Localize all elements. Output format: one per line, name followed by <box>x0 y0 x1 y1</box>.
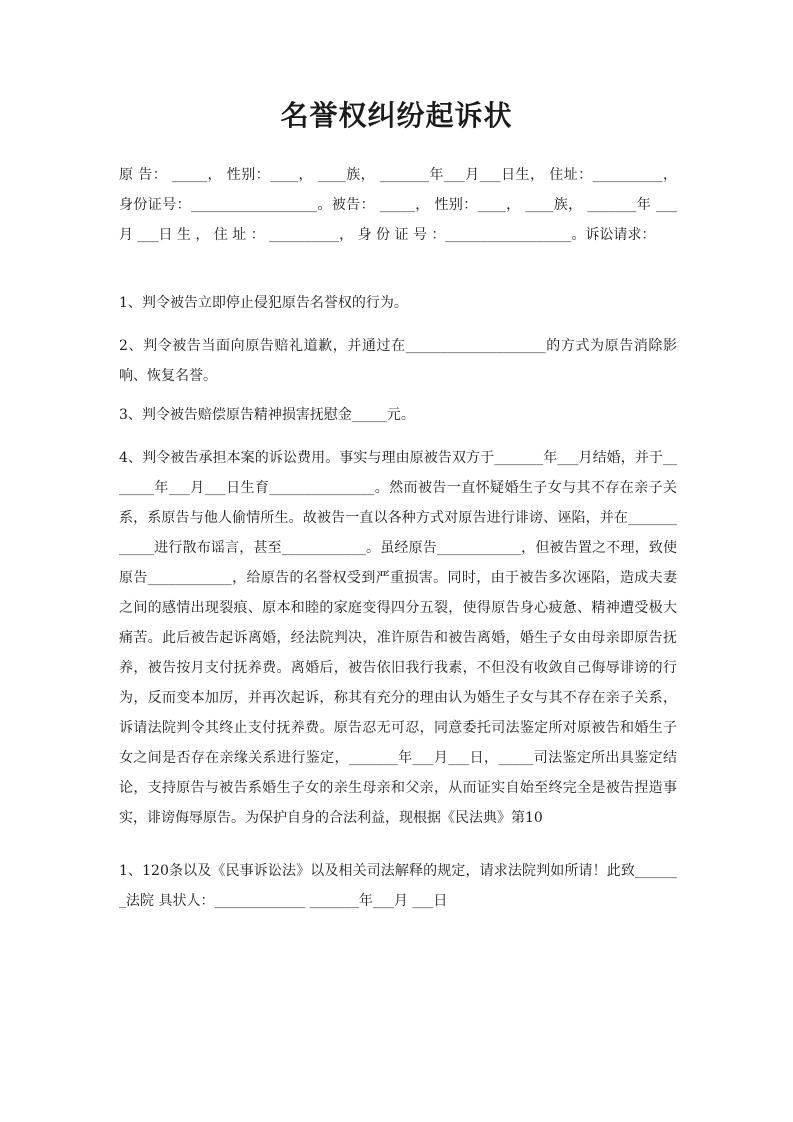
parties-paragraph: 原 告： _____， 性别：____， ____族， _______年___月___日生， 住址：__________， 身份证号：__________________。被告： _____， 性别：____， ____族， _______年 ___月 ___日 生 ， 住 址 ： __________， 身 份 证 号 ：__________________。诉讼请求： <box>119 167 677 243</box>
request-item-1: 1、判令被告立即停止侵犯原告名誉权的行为。 <box>119 295 408 311</box>
request-item-2: 2、判令被告当面向原告赔礼道歉，并通过在____________________的方式为原告消除影响、恢复名誉。 <box>119 338 677 384</box>
document-title: 名誉权纠纷起诉状 <box>280 99 513 132</box>
request-item-4-facts: 4、判令被告承担本案的诉讼费用。事实与理由原被告双方于_______年___月结婚，并于_______年___月___日生育_______________。然而被告一直怀疑婚生子女与其不存在亲子关系，系原告与他人偷情所生。故被告一直以各种方式对原告进行诽谤、诬陷，并在____________进行散布谣言，甚至____________。虽经原告____________，但被告置之不理，致使原告____________，给原告的名誉权受到严重损害。同时，由于被告多次诬陷，造成夫妻之间的感情出现裂痕、原本和睦的家庭变得四分五裂，使得原告身心疲惫、精神遭受极大痛苦。此后被告起诉离婚，经法院判决，准许原告和被告离婚，婚生子女由母亲即原告抚养，被告按月支付抚养费。离婚后，被告依旧我行我素，不但没有收敛自己侮辱诽谤的行为，反而变本加厉，并再次起诉，称其有充分的理由认为婚生子女与其不存在亲子关系，诉请法院判令其终止支付抚养费。原告忍无可忍，同意委托司法鉴定所对原被告和婚生子女之间是否存在亲缘关系进行鉴定，_______年___月___日，_____司法鉴定所出具鉴定结论，支持原告与被告系婚生子女的亲生母亲和父亲，从而证实自始至终完全是被告捏造事实，诽谤侮辱原告。为保护自身的合法利益，现根据《民法典》第10 <box>119 450 677 826</box>
request-item-3: 3、判令被告赔偿原告精神损害抚慰金_____元。 <box>119 407 415 423</box>
closing-paragraph: 1、120条以及《民事诉讼法》以及相关司法解释的规定，请求法院判如所请！此致_______法院 具状人：_____________ _______年___月 ___日 <box>119 863 677 909</box>
